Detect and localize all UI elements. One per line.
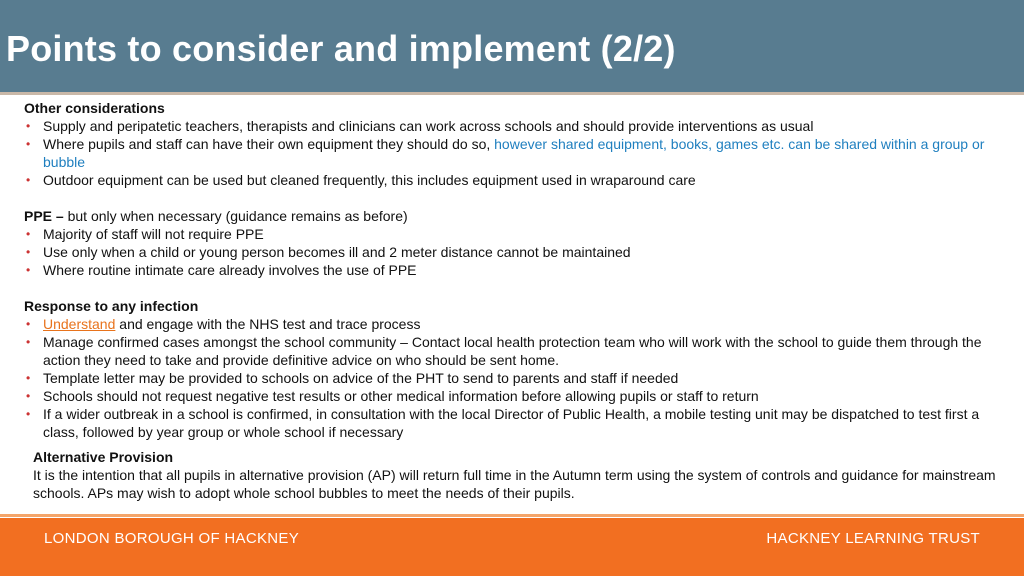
footer-left-logo-text: LONDON BOROUGH OF HACKNEY [44, 530, 300, 547]
list-item: • If a wider outbreak in a school is confirmed, in consultation with the local Director of Public Health, a mobile testing unit may be dispatched to test first a class, followed by year group or whole school if necessary [26, 406, 980, 440]
bullet-icon: • [26, 173, 31, 187]
list-item: • Use only when a child or young person becomes ill and 2 meter distance cannot be maintained [26, 244, 631, 260]
bullet-icon: • [26, 389, 31, 403]
list-item: • Outdoor equipment can be used but cleaned frequently, this includes equipment used in wraparound care [26, 172, 696, 188]
slide-body [24, 99, 999, 441]
list-item: • Manage confirmed cases amongst the school community – Contact local health protection team who will work with the school to guide them through the action they need to take and provide definitive advice on who should be sent home. [26, 334, 982, 368]
ppe-list [24, 225, 999, 279]
page-title: Points to consider and implement (2/2) [6, 28, 676, 69]
highlighted-text: however shared equipment, books, games etc. can be shared within a group or bubble [43, 136, 985, 170]
bullet-icon: • [26, 317, 31, 331]
footer-right-logo-text: HACKNEY LEARNING TRUST [766, 530, 980, 547]
ppe-subheading: but only when necessary (guidance remains as before) [63, 208, 408, 224]
list-item: • Understand and engage with the NHS test and trace process [26, 316, 421, 332]
ppe-heading: PPE – [24, 208, 64, 224]
bullet-icon: • [26, 407, 31, 421]
alternative-provision-text: It is the intention that all pupils in alternative provision (AP) will return full time in the Autumn term using the system of controls and guidance for mainstream schools. APs may wish to adopt whole school bubbles to meet the needs of their pupils. [33, 467, 996, 501]
response-heading: Response to any infection [24, 298, 199, 314]
bullet-icon: • [26, 263, 31, 277]
bullet-icon: • [26, 137, 31, 151]
response-list [24, 315, 999, 441]
list-item: • Where routine intimate care already involves the use of PPE [26, 262, 417, 278]
footer-divider [0, 514, 1024, 517]
alternative-provision-block [33, 448, 1008, 502]
bullet-icon: • [26, 371, 31, 385]
bullet-icon: • [26, 227, 31, 241]
list-item: • Template letter may be provided to schools on advice of the PHT to send to parents and staff if needed [26, 370, 679, 386]
list-item: • Schools should not request negative test results or other medical information before allowing pupils or staff to return [26, 388, 759, 404]
title-bar [0, 0, 1024, 95]
understand-link[interactable]: Understand [43, 316, 116, 332]
alternative-provision-heading: Alternative Provision [33, 449, 174, 465]
ppe-heading-line [24, 207, 999, 225]
other-considerations-list [24, 117, 999, 189]
bullet-icon: • [26, 119, 31, 133]
list-item: • Majority of staff will not require PPE [26, 226, 264, 242]
other-considerations-heading: Other considerations [24, 100, 165, 116]
list-item: • Supply and peripatetic teachers, therapists and clinicians can work across schools and should provide interventions as usual [26, 118, 814, 134]
footer-bar [0, 518, 1024, 576]
bullet-icon: • [26, 245, 31, 259]
bullet-icon: • [26, 335, 31, 349]
list-item: • Where pupils and staff can have their own equipment they should do so, however shared equipment, books, games etc. can be shared within a group or bubble [26, 136, 985, 170]
